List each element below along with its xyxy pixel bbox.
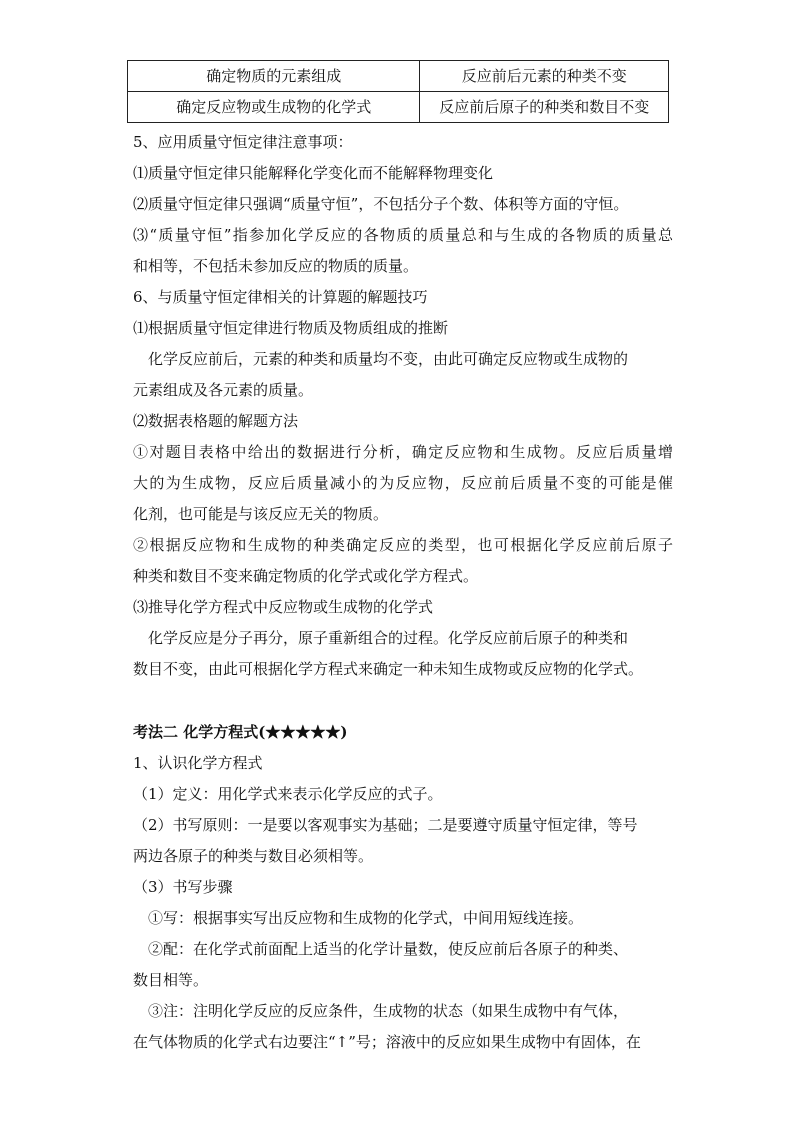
- section6-sub2-a-cont: 大的为生成物，反应后质量减小的为反应物，反应前后质量不变的可能是催: [133, 474, 673, 492]
- section6-sub3-title: ⑶推导化学方程式中反应物或生成物的化学式: [133, 598, 434, 616]
- section5-item2: ⑵质量守恒定律只强调“质量守恒”，不包括分子个数、体积等方面的守恒。: [133, 195, 629, 213]
- method2-steps-title: （3）书写步骤: [133, 878, 233, 896]
- method2-step2-cont: 数目相等。: [133, 971, 209, 989]
- section6-sub3-paragraph-cont: 数目不变，由此可根据化学方程式来确定一种未知生成物或反应物的化学式。: [133, 660, 644, 678]
- method2-principle-cont: 两边各原子的种类与数目必须相等。: [133, 847, 374, 865]
- section6-sub2-b-cont: 种类和数目不变来确定物质的化学式或化学方程式。: [133, 567, 479, 585]
- method2-step1: ①写：根据事实写出反应物和生成物的化学式，中间用短线连接。: [148, 909, 584, 927]
- section6-sub1-title: ⑴根据质量守恒定律进行物质及物质组成的推断: [133, 319, 449, 337]
- section6-sub1-paragraph: 化学反应前后，元素的种类和质量均不变，由此可确定反应物或生成物的: [148, 350, 629, 368]
- table-cell: 反应前后元素的种类不变: [420, 61, 669, 92]
- spacer: [133, 685, 673, 717]
- section5-item3: ⑶“质量守恒”指参加化学反应的各物质的质量总和与生成的各物质的质量总: [133, 226, 673, 244]
- method2-heading: 考法二 化学方程式(★★★★★): [133, 723, 348, 741]
- method2-principle: （2）书写原则：一是要以客观事实为基础；二是要遵守质量守恒定律，等号: [133, 816, 638, 834]
- section6-sub2-a-cont2: 化剂，也可能是与该反应无关的物质。: [133, 505, 389, 523]
- body-text: [133, 127, 673, 1058]
- table-cell: 确定物质的元素组成: [128, 61, 420, 92]
- section6-heading: 6、与质量守恒定律相关的计算题的解题技巧: [133, 288, 428, 306]
- section5-item3-cont: 和相等，不包括未参加反应的物质的质量。: [133, 257, 419, 275]
- section6-sub2-title: ⑵数据表格题的解题方法: [133, 412, 299, 430]
- method2-step2: ②配：在化学式前面配上适当的化学计量数，使反应前后各原子的种类、: [148, 940, 629, 958]
- method2-step3: ③注：注明化学反应的反应条件，生成物的状态（如果生成物中有气体，: [148, 1002, 629, 1020]
- method2-sub-heading: 1、认识化学方程式: [133, 754, 263, 772]
- method2-definition: （1）定义：用化学式来表示化学反应的式子。: [133, 785, 443, 803]
- section5-heading: 5、应用质量守恒定律注意事项：: [133, 133, 353, 151]
- section6-sub2-a: ①对题目表格中给出的数据进行分析，确定反应物和生成物。反应后质量增: [133, 443, 673, 461]
- table-row: [128, 61, 669, 92]
- section6-sub1-paragraph-cont: 元素组成及各元素的质量。: [133, 381, 314, 399]
- section6-sub3-paragraph: 化学反应是分子再分，原子重新组合的过程。化学反应前后原子的种类和: [148, 629, 629, 647]
- table-cell: 确定反应物或生成物的化学式: [128, 92, 420, 123]
- table-cell: 反应前后原子的种类和数目不变: [420, 92, 669, 123]
- section5-item1: ⑴质量守恒定律只能解释化学变化而不能解释物理变化: [133, 164, 494, 182]
- summary-table: [127, 60, 669, 123]
- method2-step3-cont: 在气体物质的化学式右边要注“↑”号；溶液中的反应如果生成物中有固体，在: [133, 1033, 641, 1051]
- table-row: [128, 92, 669, 123]
- section6-sub2-b: ②根据反应物和生成物的种类确定反应的类型，也可根据化学反应前后原子: [133, 536, 673, 554]
